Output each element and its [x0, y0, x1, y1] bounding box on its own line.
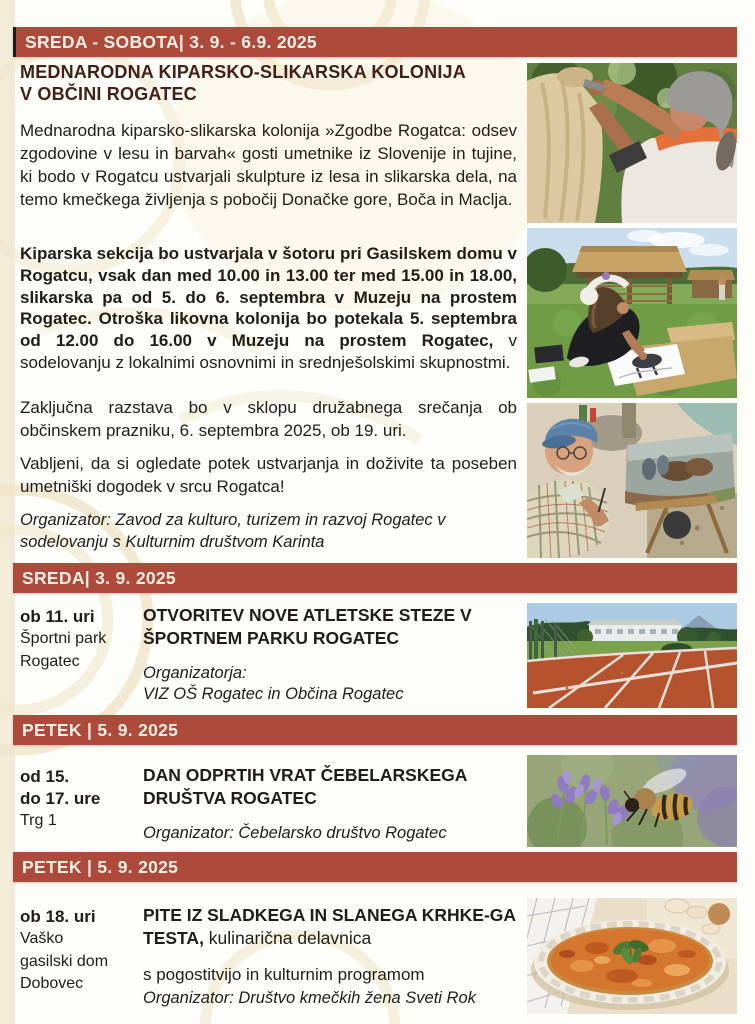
- event-1-place-line2: Rogatec: [20, 652, 80, 670]
- event-1-organizer-line1: Organizatorja:: [143, 664, 247, 682]
- event-3-when-where: [20, 906, 140, 996]
- event-3-place-line3: Dobovec: [20, 975, 84, 992]
- section-header-kolonija: [13, 27, 737, 57]
- event-2-place: Trg 1: [20, 812, 57, 829]
- photo-bee-on-lavender: [527, 755, 737, 847]
- kolonija-title-line1: MEDNARODNA KIPARSKO-SLIKARSKA KOLONIJA: [20, 62, 466, 82]
- event-3-place-line2: gasilski dom: [20, 952, 109, 970]
- event-1-time: ob 11. uri: [20, 607, 95, 626]
- kolonija-schedule-regular: v sodelovanju z lokalnimi osnovnimi in srednješolskimi skupnostmi.: [20, 331, 517, 372]
- event-2-organizer-line1: Organizator: Čebelarsko društvo Rogatec: [143, 824, 447, 842]
- photo-pie-quiche: [527, 898, 737, 1014]
- event-1-when-where: [20, 606, 140, 673]
- event-2-time-line1: od 15.: [20, 767, 70, 786]
- section-header-label: PETEK | 5. 9. 2025: [22, 857, 179, 877]
- section-header-event-3: [13, 852, 737, 882]
- kolonija-schedule-bold: Kiparska sekcija bo ustvarjala v šotoru pri Gasilskem domu v Rogatcu, vsak dan med 10.00 in 13.00 ter med 15.00 in 18.00, slikarska pa od 5. do 6. septembra v Muzeju na prostem Rogatec. Otroška likovna kolonija bo potekala 5. septembra od 12.00 do 16.00 v Muzeju na prostem Rogatec,: [20, 244, 517, 351]
- event-1-details: [143, 604, 517, 705]
- kolonija-paragraph-exhibition: Zaključna razstava bo v sklopu družabnega srečanja ob občinskem prazniku, 6. septembra 2025, ob 19. uri.: [20, 398, 517, 440]
- photo-painter-at-easel: [527, 403, 737, 558]
- event-3-details: [143, 904, 517, 1009]
- event-2-organizer: [143, 823, 517, 844]
- section-header-label: SREDA - SOBOTA| 3. 9. - 6.9. 2025: [25, 32, 317, 52]
- kolonija-paragraph-schedule: [20, 243, 517, 374]
- event-2-time-line2: do 17. ure: [20, 789, 101, 808]
- kolonija-paragraph-intro: Mednarodna kiparsko-slikarska kolonija »Zgodbe Rogatca: odsev zgodovine v lesu in barvah« gosti umetnike iz Slovenije in tujine, ki bodo v Rogatcu ustvarjali skulpture iz lesa in slikarska dela, na temo kmečkega življenja s pobočij Donačke gore, Boča in Maclja.: [20, 121, 517, 209]
- event-3-note: s pogostitvijo in kulturnim programom: [143, 965, 425, 984]
- event-1-organizer-line2: VIZ OŠ Rogatec in Občina Rogatec: [143, 685, 404, 703]
- photo-athletics-track: [527, 603, 737, 708]
- event-2-when-where: [20, 766, 140, 833]
- section-header-event-1: [13, 563, 737, 593]
- kolonija-title: [20, 62, 525, 105]
- event-1-title: OTVORITEV NOVE ATLETSKE STEZE V ŠPORTNEM PARKU ROGATEC: [143, 605, 472, 648]
- kolonija-paragraph-invitation: Vabljeni, da si ogledate potek ustvarjanja in doživite ta poseben umetniški dogodek v srcu Rogatca!: [20, 454, 517, 496]
- event-1-place-line1: Športni park: [20, 630, 107, 647]
- event-3-title-regular: kulinarična delavnica: [203, 928, 372, 948]
- section-header-event-2: [13, 715, 737, 745]
- event-3-title: [143, 904, 517, 950]
- event-1-organizer: [143, 663, 517, 705]
- event-2-title: DAN ODPRTIH VRAT ČEBELARSKEGA DRUŠTVA ROGATEC: [143, 765, 467, 808]
- event-3-place-line1: Vaško: [20, 930, 64, 947]
- kolonija-title-line2: V OBČINI ROGATEC: [20, 83, 197, 104]
- event-2-details: [143, 764, 517, 844]
- event-3-organizer: [143, 988, 517, 1009]
- photo-wood-carving-artist: [527, 63, 737, 223]
- event-3-title-bold: PITE IZ SLADKEGA IN SLANEGA KRHKE-GA TESTA,: [143, 905, 516, 948]
- event-3-time: ob 18. uri: [20, 907, 96, 926]
- section-header-label: PETEK | 5. 9. 2025: [22, 720, 179, 740]
- photo-children-drawing-outdoors: [527, 228, 737, 398]
- section-header-label: SREDA| 3. 9. 2025: [22, 568, 176, 588]
- kolonija-organizer: Organizator: Zavod za kulturo, turizem in razvoj Rogatec v sodelovanju s Kulturnim društvom Karinta: [20, 511, 446, 551]
- event-3-organizer-line1: Organizator: Društvo kmečkih žena Sveti Rok: [143, 989, 476, 1007]
